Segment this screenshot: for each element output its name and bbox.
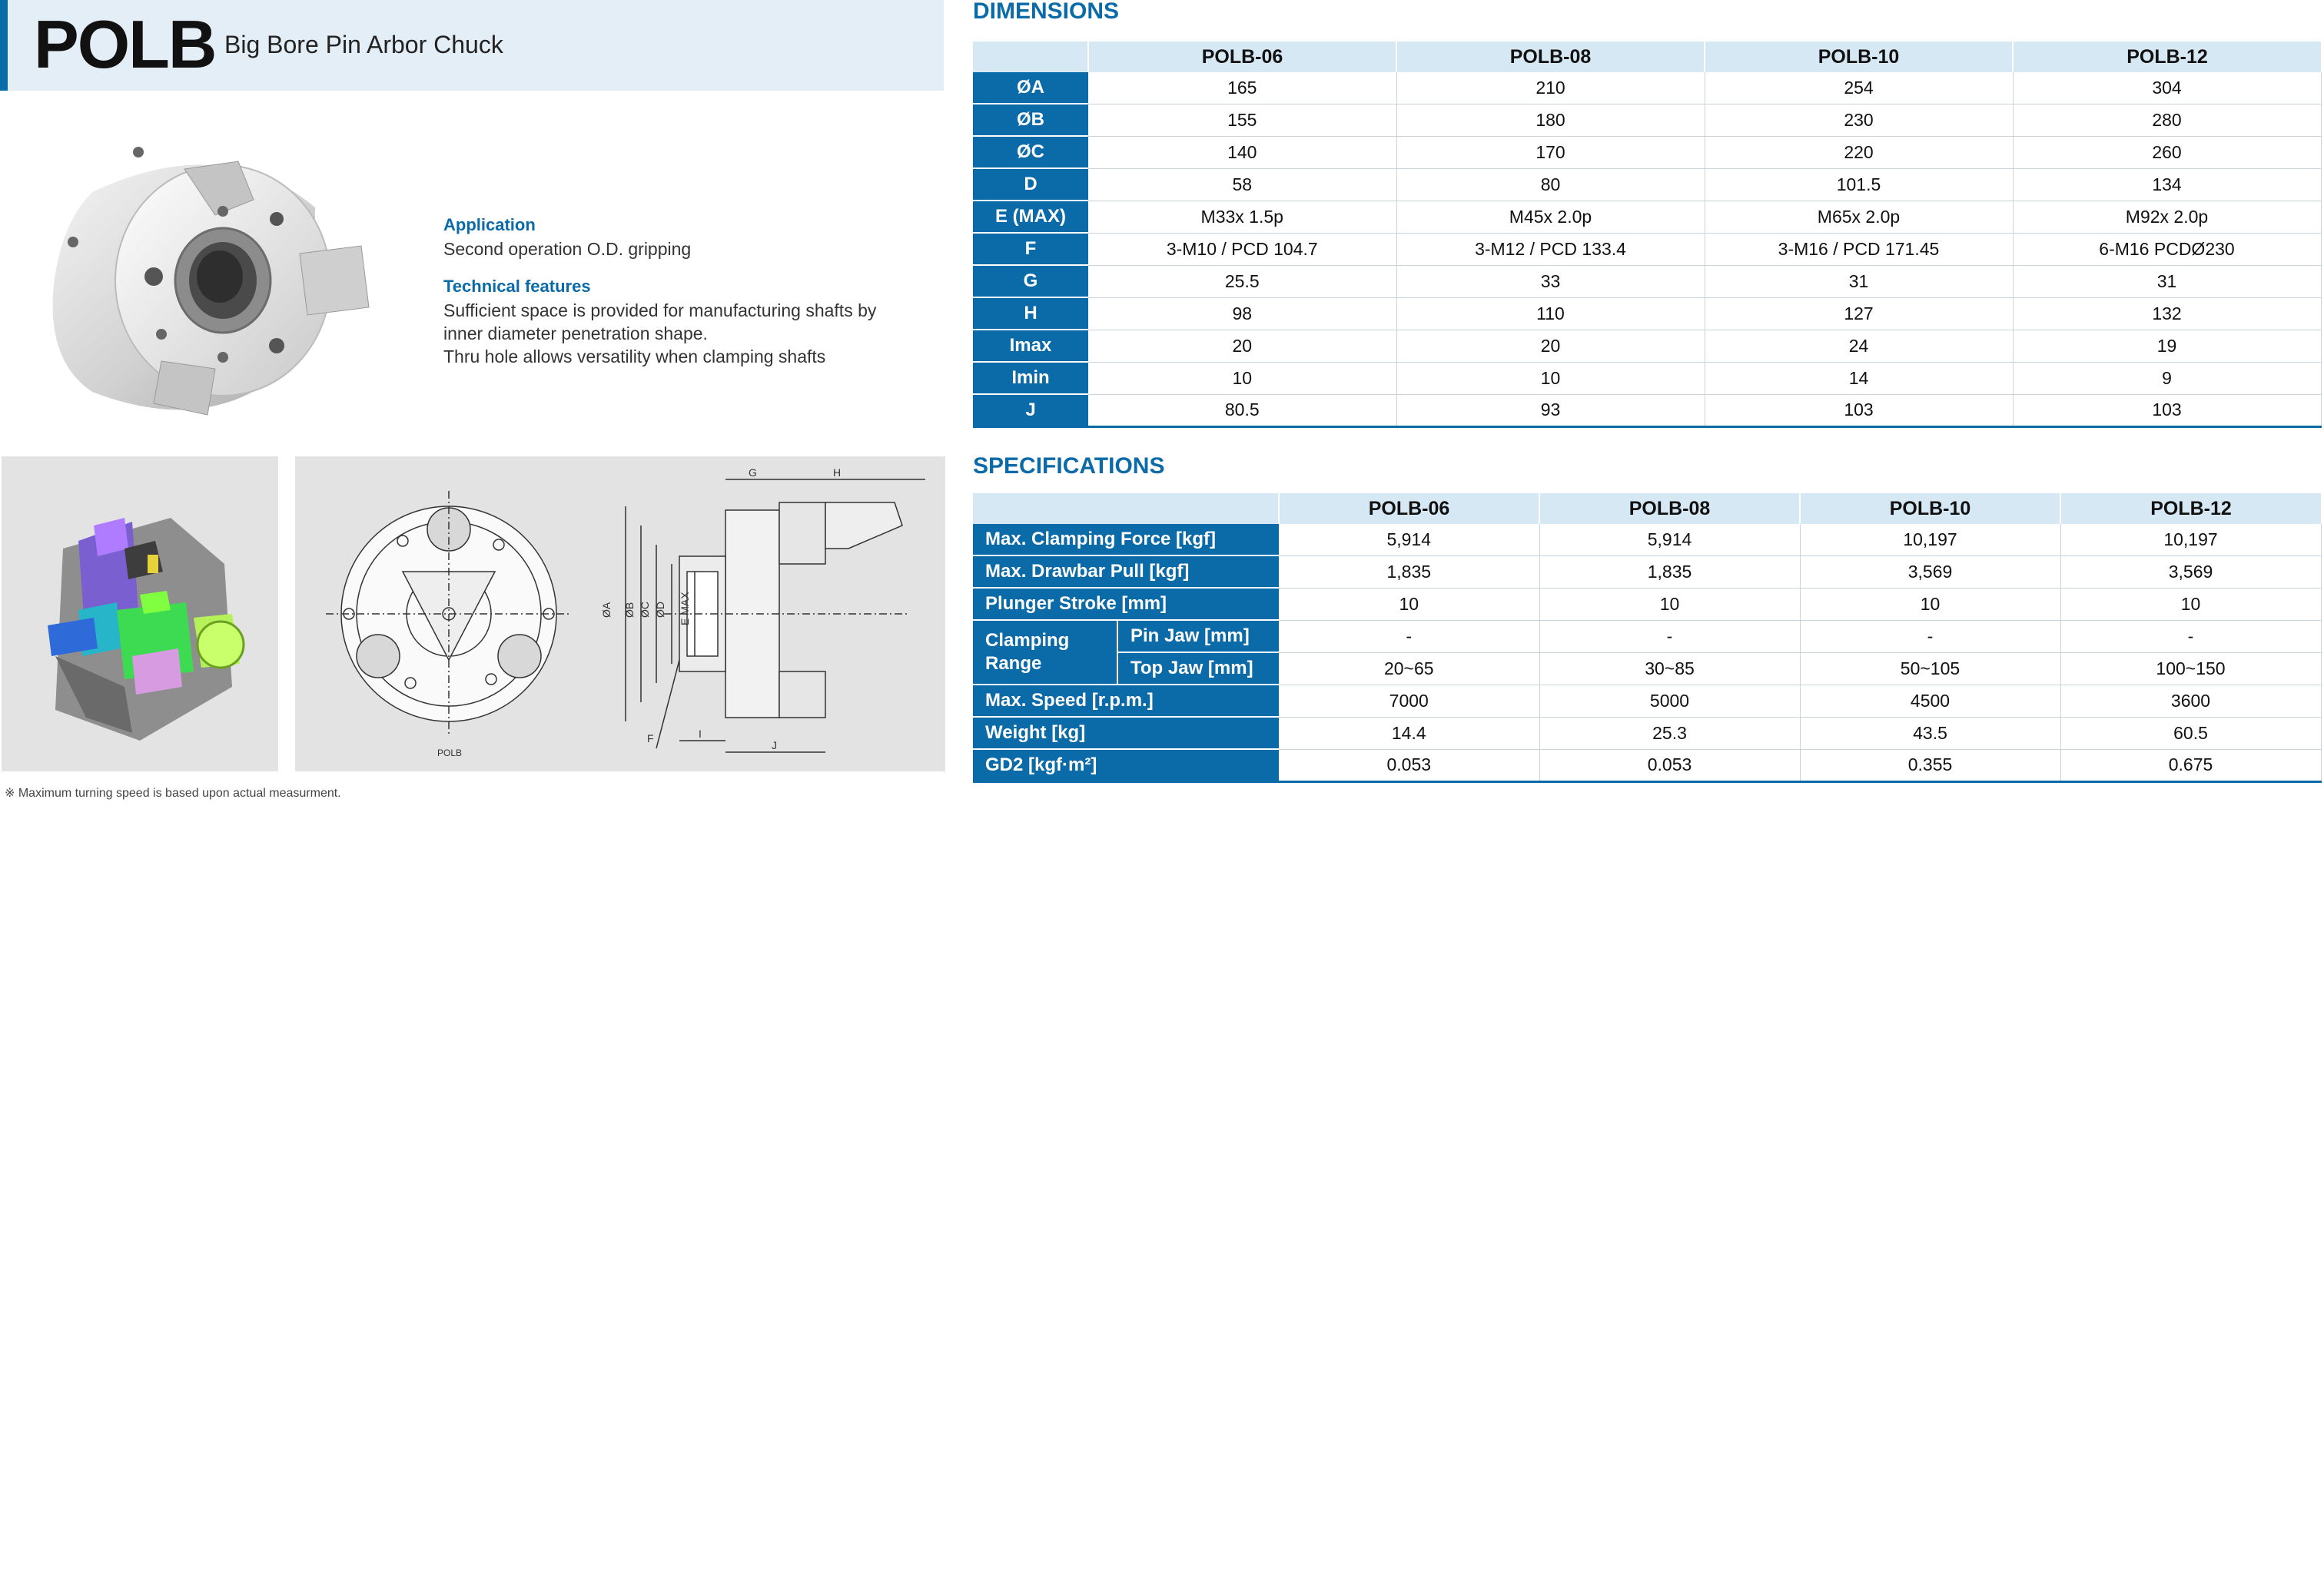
table-cell: 3,569 <box>1800 555 2060 588</box>
table-cell: 25.5 <box>1088 265 1396 297</box>
table-cell: - <box>2060 620 2321 652</box>
feature-line: Sufficient space is provided for manufacturing shafts by <box>443 300 877 320</box>
table-cell: 20~65 <box>1279 652 1539 685</box>
table-cell: 0.675 <box>2060 749 2321 782</box>
dimensions-table <box>973 41 2322 428</box>
top-jaw-label: Top Jaw [mm] <box>1117 652 1279 685</box>
dim-g-label: G <box>749 466 757 479</box>
table-cell: 0.053 <box>1279 749 1539 782</box>
specifications-table <box>973 493 2322 783</box>
table-cell: M65x 2.0p <box>1705 201 2013 233</box>
drawing-label: POLB <box>437 748 463 758</box>
row-label: GD2 [kgf·m²] <box>973 749 1279 782</box>
dim-e-label: E MAX <box>679 592 691 625</box>
table-cell: 25.3 <box>1539 717 1800 749</box>
table-cell: 10 <box>1539 588 1800 620</box>
dimensions-title: DIMENSIONS <box>973 0 1120 24</box>
table-row <box>973 749 2321 782</box>
table-cell: 14.4 <box>1279 717 1539 749</box>
table-cell: 5,914 <box>1279 524 1539 555</box>
table-row <box>973 524 2321 555</box>
table-cell: 6-M16 PCDØ230 <box>2013 233 2321 265</box>
table-cell: 60.5 <box>2060 717 2321 749</box>
features-heading: Technical features <box>443 277 591 296</box>
application-heading: Application <box>443 215 536 234</box>
table-cell: 10,197 <box>2060 524 2321 555</box>
table-row <box>973 72 2321 104</box>
table-cell: 260 <box>2013 136 2321 168</box>
table-row <box>973 136 2321 168</box>
row-label: Imax <box>973 330 1088 362</box>
table-cell: 58 <box>1088 168 1396 201</box>
table-cell: 9 <box>2013 362 2321 394</box>
chuck-photo <box>46 138 377 446</box>
application-section <box>443 213 943 368</box>
table-row <box>973 620 2321 652</box>
table-row <box>973 297 2321 330</box>
table-cell: M33x 1.5p <box>1088 201 1396 233</box>
row-label: D <box>973 168 1088 201</box>
table-cell: 7000 <box>1279 685 1539 717</box>
dim-j-label: J <box>772 739 777 751</box>
column-header: POLB-08 <box>1396 41 1705 72</box>
dim-c-label: ØC <box>639 602 651 618</box>
table-cell: 19 <box>2013 330 2321 362</box>
cutaway-panel <box>2 456 278 771</box>
row-label: F <box>973 233 1088 265</box>
row-label: Max. Speed [r.p.m.] <box>973 685 1279 717</box>
product-header <box>0 0 944 91</box>
column-header: POLB-12 <box>2013 41 2321 72</box>
row-label: J <box>973 394 1088 427</box>
table-cell: 10 <box>1396 362 1705 394</box>
table-row <box>973 652 2321 685</box>
product-subtitle: Big Bore Pin Arbor Chuck <box>224 31 503 58</box>
table-cell: 3-M10 / PCD 104.7 <box>1088 233 1396 265</box>
table-cell: 127 <box>1705 297 2013 330</box>
footnote: ※ Maximum turning speed is based upon actual measurment. <box>5 787 341 800</box>
table-cell: M92x 2.0p <box>2013 201 2321 233</box>
table-cell: - <box>1800 620 2060 652</box>
column-header: POLB-12 <box>2060 493 2321 524</box>
table-cell: 0.053 <box>1539 749 1800 782</box>
table-row <box>973 104 2321 136</box>
table-cell: 3600 <box>2060 685 2321 717</box>
table-cell: 3-M16 / PCD 171.45 <box>1705 233 2013 265</box>
row-label: E (MAX) <box>973 201 1088 233</box>
row-label: ØA <box>973 72 1088 104</box>
table-row <box>973 555 2321 588</box>
table-cell: 30~85 <box>1539 652 1800 685</box>
table-cell: 50~105 <box>1800 652 2060 685</box>
specifications-header-row <box>973 493 2321 524</box>
clamping-range-label <box>973 620 1117 685</box>
table-cell: 24 <box>1705 330 2013 362</box>
row-label: Plunger Stroke [mm] <box>973 588 1279 620</box>
table-cell: 10 <box>1088 362 1396 394</box>
table-cell: 10 <box>1279 588 1539 620</box>
corner-cell <box>973 41 1088 72</box>
row-label: ØB <box>973 104 1088 136</box>
cutaway-illustration <box>2 456 278 771</box>
row-label: Max. Drawbar Pull [kgf] <box>973 555 1279 588</box>
table-cell: 110 <box>1396 297 1705 330</box>
row-label: Imin <box>973 362 1088 394</box>
table-cell: 170 <box>1396 136 1705 168</box>
table-cell: 10 <box>1800 588 2060 620</box>
table-cell: 165 <box>1088 72 1396 104</box>
technical-drawing <box>295 456 945 771</box>
table-cell: 103 <box>1705 394 2013 427</box>
dim-d-label: ØD <box>654 602 666 618</box>
feature-line: Thru hole allows versatility when clamping shafts <box>443 346 826 366</box>
feature-line: inner diameter penetration shape. <box>443 323 708 343</box>
dim-b-label: ØB <box>623 602 636 618</box>
dim-f-label: F <box>647 732 654 744</box>
drawing-panel <box>295 456 945 771</box>
table-cell: 10,197 <box>1800 524 2060 555</box>
specifications-title: SPECIFICATIONS <box>973 453 1165 479</box>
row-label: H <box>973 297 1088 330</box>
row-label: Max. Clamping Force [kgf] <box>973 524 1279 555</box>
table-cell: 280 <box>2013 104 2321 136</box>
table-row <box>973 233 2321 265</box>
row-label: Weight [kg] <box>973 717 1279 749</box>
table-cell: 180 <box>1396 104 1705 136</box>
column-header: POLB-10 <box>1800 493 2060 524</box>
table-row <box>973 394 2321 427</box>
table-cell: 14 <box>1705 362 2013 394</box>
table-cell: 304 <box>2013 72 2321 104</box>
table-cell: 1,835 <box>1279 555 1539 588</box>
corner-cell <box>973 493 1279 524</box>
table-cell: 140 <box>1088 136 1396 168</box>
table-cell: 31 <box>1705 265 2013 297</box>
clamping-label-line1: Clamping <box>985 630 1070 651</box>
table-cell: 98 <box>1088 297 1396 330</box>
column-header: POLB-08 <box>1539 493 1800 524</box>
table-row <box>973 588 2321 620</box>
table-cell: 31 <box>2013 265 2321 297</box>
table-cell: 210 <box>1396 72 1705 104</box>
row-label: G <box>973 265 1088 297</box>
product-model: POLB <box>34 6 216 82</box>
table-cell: M45x 2.0p <box>1396 201 1705 233</box>
table-cell: 3,569 <box>2060 555 2321 588</box>
table-cell: 33 <box>1396 265 1705 297</box>
table-cell: 80.5 <box>1088 394 1396 427</box>
table-cell: 0.355 <box>1800 749 2060 782</box>
table-cell: 5,914 <box>1539 524 1800 555</box>
table-row <box>973 201 2321 233</box>
table-cell: 101.5 <box>1705 168 2013 201</box>
column-header: POLB-10 <box>1705 41 2013 72</box>
clamping-label-line2: Range <box>985 653 1042 674</box>
dim-a-label: ØA <box>600 602 613 618</box>
table-cell: 132 <box>2013 297 2321 330</box>
table-cell: 20 <box>1396 330 1705 362</box>
table-row <box>973 168 2321 201</box>
table-cell: 103 <box>2013 394 2321 427</box>
table-cell: 220 <box>1705 136 2013 168</box>
table-cell: 5000 <box>1539 685 1800 717</box>
dim-h-label: H <box>833 466 842 479</box>
table-row <box>973 362 2321 394</box>
table-cell: 134 <box>2013 168 2321 201</box>
table-cell: 1,835 <box>1539 555 1800 588</box>
table-cell: 3-M12 / PCD 133.4 <box>1396 233 1705 265</box>
table-cell: - <box>1539 620 1800 652</box>
dim-i-label: I <box>699 728 702 740</box>
table-cell: 100~150 <box>2060 652 2321 685</box>
table-row <box>973 717 2321 749</box>
table-cell: 230 <box>1705 104 2013 136</box>
table-cell: 10 <box>2060 588 2321 620</box>
table-row <box>973 685 2321 717</box>
table-row <box>973 265 2321 297</box>
column-header: POLB-06 <box>1279 493 1539 524</box>
table-row <box>973 330 2321 362</box>
row-label: ØC <box>973 136 1088 168</box>
table-cell: 155 <box>1088 104 1396 136</box>
column-header: POLB-06 <box>1088 41 1396 72</box>
table-cell: 93 <box>1396 394 1705 427</box>
table-cell: - <box>1279 620 1539 652</box>
application-text: Second operation O.D. gripping <box>443 239 692 259</box>
dimensions-header-row <box>973 41 2321 72</box>
table-cell: 254 <box>1705 72 2013 104</box>
pin-jaw-label: Pin Jaw [mm] <box>1117 620 1279 652</box>
table-cell: 43.5 <box>1800 717 2060 749</box>
table-cell: 4500 <box>1800 685 2060 717</box>
table-cell: 20 <box>1088 330 1396 362</box>
table-cell: 80 <box>1396 168 1705 201</box>
